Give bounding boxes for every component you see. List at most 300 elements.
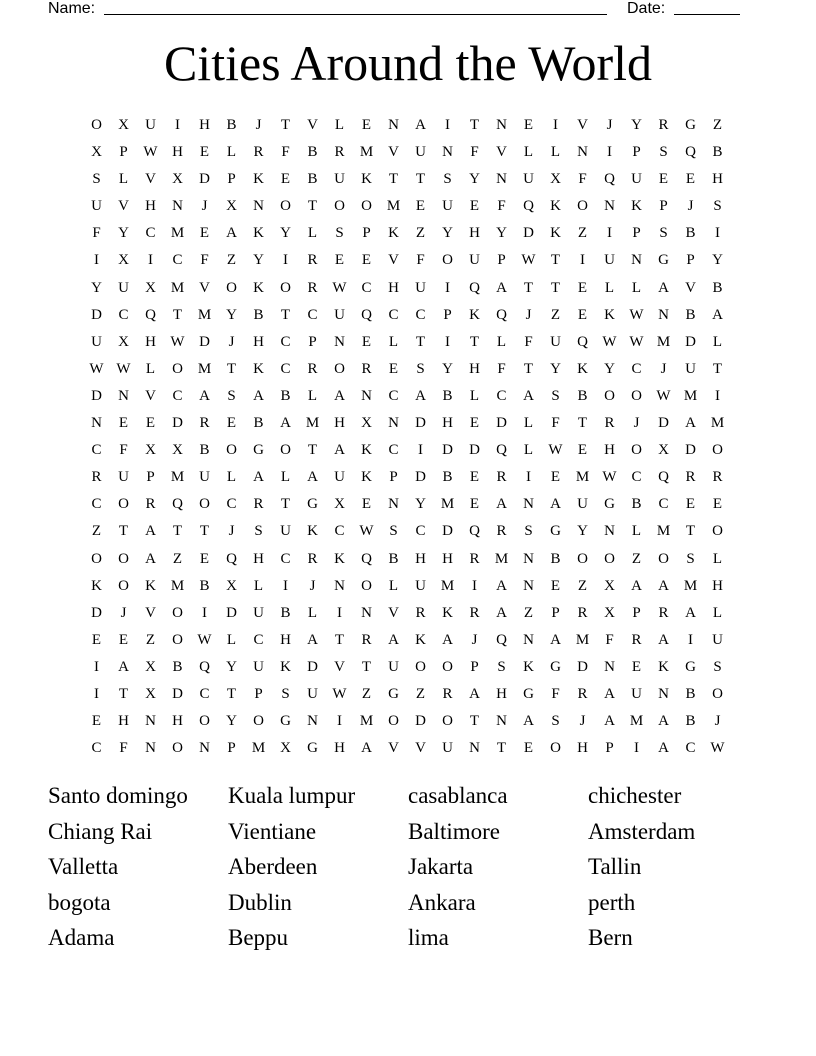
grid-letter: E bbox=[361, 333, 372, 350]
grid-letter: N bbox=[334, 577, 345, 594]
grid-letter: E bbox=[118, 631, 129, 648]
grid-letter: J bbox=[228, 523, 235, 540]
grid-letter: W bbox=[170, 333, 185, 350]
grid-letter: M bbox=[575, 631, 590, 648]
grid-letter: C bbox=[172, 252, 183, 269]
grid-letter: P bbox=[443, 306, 452, 323]
grid-letter: J bbox=[714, 713, 721, 730]
grid-letter: Z bbox=[550, 306, 561, 323]
grid-letter: O bbox=[577, 198, 588, 215]
grid-letter: L bbox=[523, 442, 534, 459]
grid-letter: W bbox=[656, 387, 671, 404]
grid-letter: Z bbox=[91, 523, 102, 540]
grid-letter: G bbox=[685, 117, 696, 133]
grid-letter: B bbox=[253, 306, 264, 323]
grid-letter: K bbox=[145, 577, 156, 594]
grid-letter: L bbox=[469, 387, 480, 404]
grid-letter: L bbox=[307, 387, 318, 404]
grid-letter: X bbox=[334, 496, 345, 513]
grid-letter: O bbox=[361, 577, 372, 594]
grid-letter: D bbox=[415, 713, 426, 730]
grid-letter: T bbox=[361, 658, 372, 675]
grid-letter: R bbox=[91, 469, 102, 486]
grid-letter: M bbox=[683, 577, 698, 594]
grid-letter: K bbox=[388, 225, 399, 242]
grid-letter: D bbox=[172, 415, 183, 432]
grid-letter: Y bbox=[226, 306, 237, 323]
grid-letter: A bbox=[658, 740, 669, 757]
grid-letter: I bbox=[526, 469, 531, 486]
grid-letter: Z bbox=[145, 631, 156, 648]
grid-letter: C bbox=[307, 306, 318, 323]
grid-letter: W bbox=[197, 631, 212, 648]
grid-letter: W bbox=[359, 523, 374, 540]
grid-letter: U bbox=[91, 333, 102, 350]
grid-letter: F bbox=[470, 144, 479, 161]
word-bank-item: lima bbox=[408, 925, 449, 950]
grid-letter: X bbox=[361, 415, 372, 432]
grid-letter: X bbox=[118, 117, 129, 133]
grid-letter: U bbox=[604, 252, 615, 269]
grid-letter: O bbox=[199, 713, 210, 730]
grid-letter: W bbox=[89, 360, 104, 377]
grid-letter: Q bbox=[145, 306, 156, 323]
grid-letter: N bbox=[388, 496, 399, 513]
grid-letter: H bbox=[199, 117, 210, 133]
grid-letter: A bbox=[307, 631, 318, 648]
grid-letter: R bbox=[253, 496, 264, 513]
grid-letter: O bbox=[604, 387, 615, 404]
grid-letter: J bbox=[525, 306, 532, 323]
grid-letter: E bbox=[577, 442, 588, 459]
grid-letter: Y bbox=[550, 360, 561, 377]
grid-letter: B bbox=[685, 713, 696, 730]
grid-letter: T bbox=[307, 442, 318, 459]
grid-letter: T bbox=[226, 685, 237, 702]
grid-letter: D bbox=[496, 415, 507, 432]
grid-letter: R bbox=[253, 144, 264, 161]
grid-letter: B bbox=[280, 387, 291, 404]
grid-letter: L bbox=[226, 144, 237, 161]
grid-letter: H bbox=[334, 740, 345, 757]
grid-letter: C bbox=[415, 306, 426, 323]
grid-letter: A bbox=[496, 496, 507, 513]
grid-letter: R bbox=[145, 496, 156, 513]
grid-letter: O bbox=[442, 658, 453, 675]
grid-letter: K bbox=[550, 198, 561, 215]
grid-letter: O bbox=[280, 442, 291, 459]
grid-letter: B bbox=[685, 685, 696, 702]
word-bank-item: Jakarta bbox=[408, 854, 474, 879]
grid-letter: L bbox=[307, 604, 318, 621]
grid-letter: O bbox=[172, 740, 183, 757]
grid-letter: U bbox=[712, 631, 723, 648]
word-bank-item: Amsterdam bbox=[588, 818, 696, 844]
grid-letter: K bbox=[469, 306, 480, 323]
grid-letter: T bbox=[496, 740, 507, 757]
grid-letter: N bbox=[658, 685, 669, 702]
grid-letter: X bbox=[226, 577, 237, 594]
grid-letter: O bbox=[631, 387, 642, 404]
grid-letter: A bbox=[658, 279, 669, 296]
date-label: Date: bbox=[627, 0, 666, 17]
grid-letter: X bbox=[145, 658, 156, 675]
grid-letter: J bbox=[309, 577, 316, 594]
grid-letter: Y bbox=[91, 279, 102, 296]
grid-letter: Z bbox=[577, 225, 588, 242]
grid-letter: T bbox=[415, 333, 426, 350]
grid-letter: C bbox=[496, 387, 507, 404]
grid-letter: E bbox=[469, 496, 480, 513]
grid-letter: S bbox=[713, 198, 722, 215]
grid-letter: P bbox=[632, 225, 641, 242]
grid-letter: E bbox=[523, 740, 534, 757]
grid-letter: X bbox=[550, 171, 561, 188]
grid-letter: L bbox=[712, 604, 723, 621]
grid-letter: N bbox=[523, 496, 534, 513]
grid-letter: P bbox=[659, 198, 668, 215]
grid-letter: T bbox=[550, 279, 561, 296]
grid-letter: O bbox=[442, 252, 453, 269]
grid-letter: O bbox=[388, 713, 399, 730]
grid-letter: A bbox=[307, 469, 318, 486]
grid-letter: O bbox=[226, 279, 237, 296]
grid-letter: O bbox=[631, 442, 642, 459]
grid-letter: R bbox=[496, 523, 507, 540]
word-bank-item: Chiang Rai bbox=[48, 818, 153, 844]
word-bank-item: perth bbox=[588, 889, 636, 915]
grid-letter: C bbox=[280, 550, 291, 567]
grid-letter: Y bbox=[631, 117, 642, 133]
grid-letter: U bbox=[415, 577, 426, 594]
grid-letter: H bbox=[604, 442, 615, 459]
grid-letter: I bbox=[337, 604, 342, 621]
grid-letter: Q bbox=[685, 144, 696, 161]
grid-letter: W bbox=[116, 360, 131, 377]
grid-letter: R bbox=[658, 117, 669, 133]
grid-letter: M bbox=[305, 415, 320, 432]
grid-letter: S bbox=[254, 523, 263, 540]
grid-letter: B bbox=[280, 604, 291, 621]
grid-letter: T bbox=[469, 333, 480, 350]
grid-letter: H bbox=[442, 415, 453, 432]
grid-letter: C bbox=[199, 685, 210, 702]
grid-letter: R bbox=[307, 360, 318, 377]
grid-letter: M bbox=[683, 387, 698, 404]
grid-letter: D bbox=[685, 442, 696, 459]
grid-letter: A bbox=[604, 685, 615, 702]
grid-letter: N bbox=[442, 144, 453, 161]
name-blank-line[interactable] bbox=[104, 14, 607, 15]
grid-letter: N bbox=[91, 415, 102, 432]
grid-letter: M bbox=[386, 198, 401, 215]
grid-letter: C bbox=[253, 631, 264, 648]
grid-letter: A bbox=[496, 279, 507, 296]
grid-letter: A bbox=[334, 442, 345, 459]
grid-letter: Q bbox=[577, 333, 588, 350]
grid-letter: B bbox=[442, 469, 453, 486]
grid-letter: K bbox=[334, 550, 345, 567]
grid-letter: N bbox=[361, 604, 372, 621]
grid-letter: U bbox=[91, 198, 102, 215]
grid-letter: Q bbox=[496, 631, 507, 648]
grid-letter: F bbox=[497, 360, 506, 377]
grid-letter: E bbox=[334, 252, 345, 269]
grid-letter: I bbox=[688, 631, 693, 648]
grid-letter: C bbox=[91, 740, 102, 757]
grid-letter: T bbox=[307, 198, 318, 215]
grid-letter: V bbox=[388, 144, 399, 161]
grid-letter: N bbox=[199, 740, 210, 757]
word-bank-item: chichester bbox=[588, 783, 682, 808]
grid-letter: X bbox=[145, 442, 156, 459]
grid-letter: O bbox=[334, 198, 345, 215]
grid-letter: S bbox=[686, 550, 695, 567]
grid-letter: P bbox=[227, 740, 236, 757]
grid-letter: T bbox=[118, 685, 129, 702]
grid-letter: X bbox=[91, 144, 102, 161]
word-bank-item: Tallin bbox=[588, 854, 642, 879]
grid-letter: H bbox=[253, 333, 264, 350]
grid-letter: T bbox=[388, 171, 399, 188]
grid-letter: E bbox=[550, 469, 561, 486]
grid-letter: D bbox=[658, 415, 669, 432]
grid-letter: I bbox=[553, 117, 558, 133]
grid-letter: W bbox=[143, 144, 158, 161]
grid-letter: L bbox=[631, 279, 642, 296]
grid-letter: Z bbox=[415, 225, 426, 242]
grid-letter: M bbox=[197, 306, 212, 323]
grid-letter: D bbox=[685, 333, 696, 350]
grid-letter: A bbox=[685, 415, 696, 432]
grid-letter: G bbox=[550, 658, 561, 675]
grid-letter: U bbox=[118, 469, 129, 486]
grid-letter: P bbox=[632, 144, 641, 161]
grid-letter: Y bbox=[496, 225, 507, 242]
grid-letter: X bbox=[604, 577, 615, 594]
grid-letter: V bbox=[577, 117, 588, 133]
grid-letter: K bbox=[91, 577, 102, 594]
grid-letter: H bbox=[496, 685, 507, 702]
grid-letter: J bbox=[660, 360, 667, 377]
grid-letter: V bbox=[388, 252, 399, 269]
grid-letter: Y bbox=[442, 225, 453, 242]
grid-letter: F bbox=[119, 442, 128, 459]
word-bank-item: Beppu bbox=[228, 925, 289, 950]
grid-letter: J bbox=[471, 631, 478, 648]
grid-letter: C bbox=[361, 279, 372, 296]
grid-letter: U bbox=[550, 333, 561, 350]
grid-letter: E bbox=[145, 415, 156, 432]
grid-letter: Z bbox=[712, 117, 723, 133]
grid-letter: I bbox=[148, 252, 153, 269]
grid-letter: K bbox=[361, 442, 372, 459]
grid-letter: Z bbox=[523, 604, 534, 621]
grid-letter: I bbox=[94, 685, 99, 702]
grid-letter: G bbox=[604, 496, 615, 513]
grid-letter: L bbox=[523, 415, 534, 432]
grid-letter: N bbox=[172, 198, 183, 215]
grid-letter: J bbox=[606, 117, 613, 133]
grid-letter: A bbox=[469, 685, 480, 702]
grid-letter: V bbox=[145, 604, 156, 621]
grid-letter: Q bbox=[469, 523, 480, 540]
grid-letter: O bbox=[172, 360, 183, 377]
grid-letter: J bbox=[255, 117, 262, 133]
grid-letter: K bbox=[523, 658, 534, 675]
grid-letter: N bbox=[523, 631, 534, 648]
grid-letter: D bbox=[442, 523, 453, 540]
grid-letter: G bbox=[388, 685, 399, 702]
grid-letter: U bbox=[469, 252, 480, 269]
grid-letter: S bbox=[524, 523, 533, 540]
grid-letter: L bbox=[334, 117, 345, 133]
grid-letter: E bbox=[199, 144, 210, 161]
grid-letter: M bbox=[656, 523, 671, 540]
grid-letter: A bbox=[496, 604, 507, 621]
grid-letter: A bbox=[550, 631, 561, 648]
grid-letter: O bbox=[415, 658, 426, 675]
grid-letter: D bbox=[307, 658, 318, 675]
grid-letter: F bbox=[200, 252, 209, 269]
grid-letter: D bbox=[415, 415, 426, 432]
grid-letter: V bbox=[415, 740, 426, 757]
grid-letter: B bbox=[199, 442, 210, 459]
grid-letter: S bbox=[713, 658, 722, 675]
grid-letter: E bbox=[469, 415, 480, 432]
grid-letter: W bbox=[602, 469, 617, 486]
grid-letter: T bbox=[199, 523, 210, 540]
grid-letter: H bbox=[253, 550, 264, 567]
grid-letter: M bbox=[170, 577, 185, 594]
grid-letter: D bbox=[415, 469, 426, 486]
grid-letter: J bbox=[228, 333, 235, 350]
grid-letter: O bbox=[712, 685, 723, 702]
grid-letter: Q bbox=[469, 279, 480, 296]
grid-letter: T bbox=[172, 523, 183, 540]
grid-letter: A bbox=[604, 713, 615, 730]
grid-letter: I bbox=[472, 577, 477, 594]
grid-letter: H bbox=[577, 740, 588, 757]
grid-letter: U bbox=[199, 469, 210, 486]
grid-letter: A bbox=[496, 577, 507, 594]
grid-letter: Z bbox=[415, 685, 426, 702]
grid-letter: L bbox=[226, 469, 237, 486]
grid-letter: R bbox=[631, 631, 642, 648]
grid-letter: U bbox=[631, 685, 642, 702]
grid-letter: E bbox=[550, 577, 561, 594]
grid-letter: U bbox=[523, 171, 534, 188]
grid-letter: J bbox=[201, 198, 208, 215]
grid-letter: V bbox=[145, 387, 156, 404]
grid-letter: R bbox=[658, 604, 669, 621]
grid-letter: N bbox=[334, 333, 345, 350]
grid-letter: K bbox=[307, 523, 318, 540]
grid-letter: B bbox=[685, 306, 696, 323]
grid-letter: C bbox=[388, 306, 399, 323]
grid-letter: N bbox=[577, 144, 588, 161]
grid-letter: R bbox=[307, 279, 318, 296]
grid-letter: U bbox=[415, 144, 426, 161]
grid-letter: H bbox=[415, 550, 426, 567]
grid-letter: L bbox=[280, 469, 291, 486]
grid-letter: O bbox=[442, 713, 453, 730]
date-blank-line[interactable] bbox=[674, 14, 740, 15]
grid-letter: M bbox=[359, 713, 374, 730]
grid-letter: X bbox=[145, 685, 156, 702]
grid-letter: P bbox=[308, 333, 317, 350]
grid-letter: M bbox=[440, 577, 455, 594]
grid-letter: I bbox=[418, 442, 423, 459]
grid-letter: S bbox=[659, 144, 668, 161]
grid-letter: N bbox=[145, 740, 156, 757]
grid-letter: U bbox=[145, 117, 156, 133]
grid-letter: D bbox=[199, 171, 210, 188]
grid-letter: K bbox=[280, 658, 291, 675]
grid-letter: B bbox=[712, 144, 723, 161]
grid-letter: A bbox=[658, 577, 669, 594]
grid-letter: A bbox=[631, 577, 642, 594]
grid-letter: E bbox=[712, 496, 723, 513]
grid-letter: X bbox=[145, 279, 156, 296]
grid-letter: D bbox=[226, 604, 237, 621]
grid-letter: N bbox=[658, 306, 669, 323]
grid-letter: S bbox=[551, 713, 560, 730]
word-bank-item: Baltimore bbox=[408, 818, 500, 844]
grid-letter: S bbox=[92, 171, 101, 188]
grid-letter: M bbox=[170, 225, 185, 242]
grid-letter: F bbox=[605, 631, 614, 648]
grid-letter: H bbox=[280, 631, 291, 648]
grid-letter: L bbox=[550, 144, 561, 161]
grid-letter: D bbox=[172, 685, 183, 702]
grid-letter: T bbox=[523, 360, 534, 377]
grid-letter: B bbox=[550, 550, 561, 567]
grid-letter: Q bbox=[199, 658, 210, 675]
grid-letter: O bbox=[91, 117, 102, 133]
grid-letter: B bbox=[685, 225, 696, 242]
grid-letter: V bbox=[388, 740, 399, 757]
grid-letter: B bbox=[442, 387, 453, 404]
grid-letter: K bbox=[253, 225, 264, 242]
grid-letter: U bbox=[442, 198, 453, 215]
grid-letter: N bbox=[118, 387, 129, 404]
grid-letter: W bbox=[548, 442, 563, 459]
word-bank-item: casablanca bbox=[408, 783, 508, 808]
grid-letter: F bbox=[497, 198, 506, 215]
grid-letter: D bbox=[91, 604, 102, 621]
grid-letter: L bbox=[226, 631, 237, 648]
grid-letter: M bbox=[440, 496, 455, 513]
grid-letter: C bbox=[334, 523, 345, 540]
grid-letter: G bbox=[307, 740, 318, 757]
grid-letter: A bbox=[550, 496, 561, 513]
word-bank-item: Ankara bbox=[408, 889, 476, 915]
grid-letter: Y bbox=[469, 171, 480, 188]
grid-letter: G bbox=[685, 658, 696, 675]
grid-letter: I bbox=[283, 252, 288, 269]
grid-letter: P bbox=[686, 252, 695, 269]
grid-letter: I bbox=[445, 279, 450, 296]
grid-letter: C bbox=[172, 387, 183, 404]
grid-letter: F bbox=[551, 415, 560, 432]
grid-letter: S bbox=[659, 225, 668, 242]
grid-letter: P bbox=[146, 469, 155, 486]
grid-letter: P bbox=[254, 685, 263, 702]
grid-letter: N bbox=[307, 713, 318, 730]
grid-letter: O bbox=[361, 198, 372, 215]
grid-letter: U bbox=[334, 469, 345, 486]
